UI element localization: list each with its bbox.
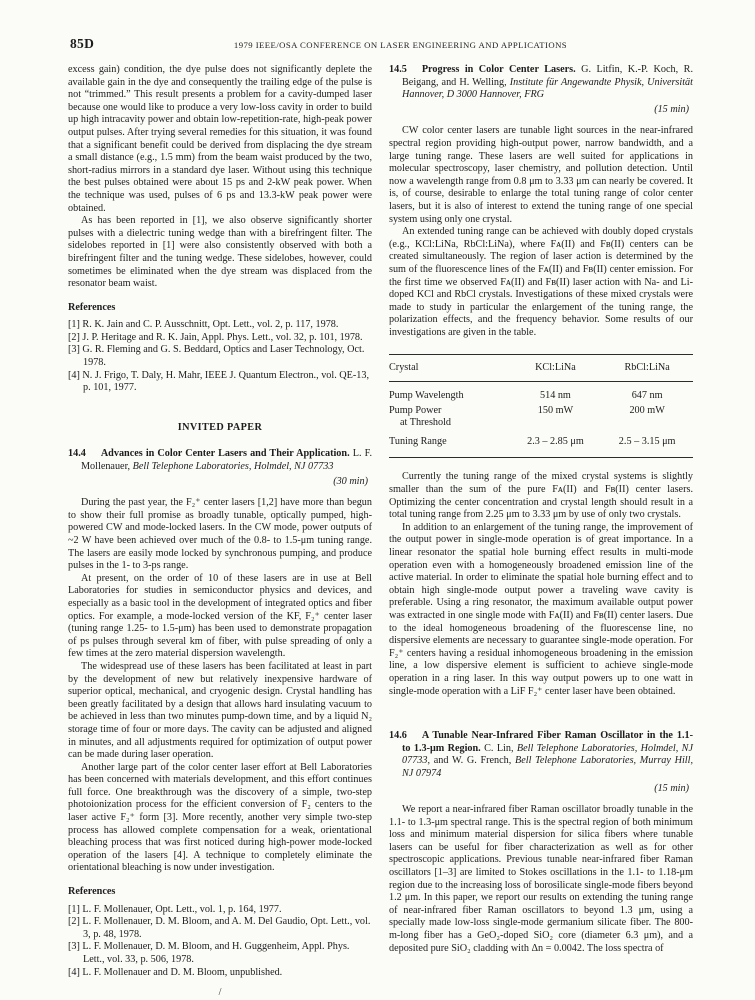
row-label: Pump Power <box>389 404 442 416</box>
cell-value: 200 mW <box>629 404 665 416</box>
paragraph: An extended tuning range can be achieved with doubly doped crystals (e.g., KCl:LiNa, RbCl:LiNa), where Fᴀ(II) and Fʙ(II) centers can be created simultaneously. The region of laser action is determined by the sum of the fluorescence lines of the Fᴀ(II) and Fʙ(II) center emission. For the first time we observed Fᴀ(II) and Fʙ(II) laser action with Na- and Li-doped KCl and RbCl crystals. Investigations of these mixed crystals were made to study in particular the enlargement of the tuning range, the polarization effects, and the frequency behavior. Some results of our investigations are given in the table. <box>389 226 693 338</box>
invited-paper-label: INVITED PAPER <box>177 421 263 433</box>
section-affiliation: Bell Telephone Laboratories, Holmdel, NJ 07733 <box>402 742 693 767</box>
cell-value: 2.5 – 3.15 μm <box>618 435 676 447</box>
column-header: RbCl:LiNa <box>601 355 693 382</box>
duration-label: (15 min) <box>654 782 689 794</box>
section-affiliation: Institute für Angewandte Physik, Universität Hannover, D 3000 Hannover, FRG <box>402 76 693 101</box>
page-header <box>68 36 693 62</box>
references-heading: References <box>68 886 116 898</box>
section-affiliation: Bell Telephone Laboratories, Murray Hill, NJ 07974 <box>402 755 693 779</box>
reference-item: [4] N. J. Frigo, T. Daly, H. Mahr, IEEE J. Quantum Electron., vol. QE-13, p. 101, 1977. <box>68 369 370 394</box>
table-row <box>389 404 693 431</box>
left-column <box>68 64 372 1000</box>
section-title: A Tunable Near-Infrared Fiber Raman Oscillator in the 1.1- to 1.3-μm Region. <box>402 730 693 754</box>
column-header: Crystal <box>389 355 510 382</box>
paragraph: We report a near-infrared fiber Raman oscillator broadly tunable in the 1.1- to 1.3-μm spectral range. This is the spectral region of both minimum loss and minimum material dispersion for silica fibers where tunable lasers can be useful for fiber characterization as well as for other spectroscopic applications. Previous tunable near-infrared fiber Raman oscillators [1–3] are limited to Stokes oscillations in the 1.1- to 1.18-μm region due to the increasing loss of borosilicate single-mode fibers beyond 1.2 μm. In this paper, we report our results on extending the tuning range of near-infrared fiber Raman oscillators to beyond 1.3 μm, using a specially made low-loss single-mode germanium silicate fiber. The 800-m-long fiber has a GeO₂-doped SiO₂ core (diameter 6.3 μm), and a deposited pure SiO₂ cladding with Δn = 0.0042. The loss spectra of <box>389 804 693 954</box>
table-row <box>389 382 693 404</box>
crystal-results-table <box>389 354 693 458</box>
scan-mark: / <box>218 987 222 999</box>
row-sublabel: at Threshold <box>400 417 452 429</box>
section-heading-14-6 <box>389 730 693 780</box>
section-title: Progress in Color Center Lasers. <box>421 64 576 75</box>
reference-item: [1] R. K. Jain and C. P. Ausschnitt, Opt. Lett., vol. 2, p. 117, 1978. <box>68 319 339 331</box>
references-heading: References <box>68 301 116 313</box>
section-authors: , and W. G. French, <box>427 755 516 767</box>
running-title: 1979 IEEE/OSA CONFERENCE ON LASER ENGINEERING AND APPLICATIONS <box>233 40 568 50</box>
reference-item: [1] L. F. Mollenauer, Opt. Lett., vol. 1, p. 164, 1977. <box>68 903 282 915</box>
cell-value: 2.3 – 2.85 μm <box>527 435 584 447</box>
section-authors: C. Lin, <box>480 742 517 754</box>
row-label: Tuning Range <box>389 435 447 447</box>
paragraph: CW color center lasers are tunable light sources in the near-infrared spectral region providing high-output power, narrow bandwidth, and a large tuning range. These lasers are well suited for applications in molecular spectroscopy, laser chemistry, and pollution detection. Until now a wavelength range from 0.8 μm to 3.33 μm can nearly be covered. It is, of course, desirable to enlarge the total tuning range of color center lasers, but it is also of interest to extend the tuning range of one special system using only one crystal. <box>389 125 693 225</box>
reference-item: [2] L. F. Mollenauer, D. M. Bloom, and A. M. Del Gaudio, Opt. Lett., vol. 3, p. 48, 1978. <box>68 916 371 940</box>
section-affiliation: Bell Telephone Laboratories, Holmdel, NJ 07733 <box>132 461 334 473</box>
reference-item: [4] L. F. Mollenauer and D. M. Bloom, unpublished. <box>68 966 283 978</box>
paragraph: As has been reported in [1], we also observe significantly shorter pulses with a dielectric tuning wedge than with a birefringent filter. The sidelobes reported in [1] were also consistently observed with both a birefringent filter and the tuning wedge. These sidelobes, however, could sometimes be eliminated when the dye stream was displaced from the resonator beam waist. <box>68 215 372 290</box>
table-header-row <box>389 355 693 382</box>
paragraph: During the past year, the F₂⁺ center lasers [1,2] have more than begun to show their full promise as broadly tunable, optically pumped, high-powered CW and mode-locked lasers. In the CW mode, power outputs of ~2 W have been achieved over much of the 0.8- to 1.5-μm tuning range. The lasers are easily mode locked by synchronous pumping, and produce pulses in the 1- to 3-ps range. <box>68 497 372 572</box>
duration-label: (15 min) <box>654 103 689 115</box>
cell-value: 647 nm <box>631 390 663 402</box>
section-heading-14-5 <box>389 64 693 102</box>
duration-label: (30 min) <box>333 475 368 487</box>
two-column-layout <box>68 64 693 1000</box>
row-label: Pump Wavelength <box>389 390 464 402</box>
paragraph: Another large part of the color center laser effort at Bell Laboratories has been concerned with materials development, and this effort continues full force. One breakthrough was the discovery of a simple, two-step photoionization process for the efficient conversion of F₂ centers to the laser active F₂⁺ form [3]. More recently, another very simple two-step process has allowed complete compensation for a weak, orientational bleaching process that was first noticed during high-power mode-locked operation of the lasers [4]. A technique to completely eliminate the orientational bleaching is now under investigation. <box>68 761 372 874</box>
column-header: KCl:LiNa <box>510 355 602 382</box>
table-row <box>389 431 693 458</box>
cell-value: 150 mW <box>537 404 574 416</box>
section-number: 14.5 <box>389 64 407 75</box>
page-number: 85D <box>70 36 95 51</box>
reference-item: [3] G. R. Fleming and G. S. Beddard, Optics and Laser Technology, Oct. 1978. <box>68 344 365 369</box>
cell-value: 514 nm <box>540 390 571 402</box>
reference-item: [3] L. F. Mollenauer, D. M. Bloom, and H. Guggenheim, Appl. Phys. Lett., vol. 33, p. 506, 1978. <box>68 941 350 965</box>
section-heading-14-4 <box>68 448 372 473</box>
paragraph: In addition to an enlargement of the tuning range, the improvement of the output power in single-mode operation is of great importance. In a linear resonator the spatial hole burning effect results in multi-mode operation even with a homogeneously broadened emission line of the active material. In order to eliminate the spatial hole burning effect and to obtain high single-mode output power a traveling wave cavity is preferable. Using a ring resonator, the maximum available output power was extracted in one single mode with Fᴀ(II) and Fʙ(II) center lasers. Due to the ideal homogeneous broadening of the fluorescense line, no dispersive elements are necessary to guarantee single-mode operation. For F₂⁺ centers having a residual inhomogeneous broadening in the emission line, a low dispersive element is sufficient to achieve single-mode operation in a ring laser. In this way output powers up to one watt in single-mode operation with a LiF F₂⁺ center laser have been obtained. <box>389 521 693 697</box>
section-number: 14.6 <box>389 730 407 742</box>
paragraph: excess gain) condition, the dye pulse does not significantly deplete the available gain in the dye and consequently the trailing edge of the pulse is not “trimmed.” This result presents a problem for a cavity-dumped laser because one would like to produce a very low-loss cavity in order to build up high intracavity power and obtain low-repetition-rate, high-peak power output pulses. After trying several remedies for this situation, it was found that a significant benefit could be derived from displacing the dye stream a small distance (e.g., 1.5 mm) from the beam waist produced by the two, short-radius mirrors in a standard dye laser. Without using this technique the best pulses obtained were about 15 ps and 2-kW peak power. When the technique was used, pulses of 6 ps and 13.3-kW peak power were obtained. <box>68 64 372 214</box>
right-column <box>389 64 693 1000</box>
paragraph: Currently the tuning range of the mixed crystal systems is slightly smaller than the sum of the pure Fᴀ(II) and Fʙ(II) center lasers. Optimizing the center concentration and crystal length should result in a total tuning range from 2.25 μm to 3.33 μm by use of only two crystals. <box>389 471 693 521</box>
paragraph: At present, on the order of 10 of these lasers are in use at Bell Laboratories for studies in semiconductor physics and devices, and especially as a basic tool in the development of integrated optics and fiber optics. For example, a mode-locked version of the KF, F₂⁺ center laser (tuning range 1.25- to 1.5-μm) has been used to demonstrate propagation of ps pulses through several km of fiber, with pulse spreading of only a few times at the zero material dispersion wavelength. <box>68 572 372 660</box>
section-title: Advances in Color Center Lasers and Their Application. <box>100 448 350 460</box>
paragraph: The widespread use of these lasers has been facilitated at least in part by the development of new but relatively inexpensive hardware of superior optical, mechanical, and cryogenic design. Crystal handling has been greatly facilitated by a design that allows hard insulating vacuum to be achieved in less than two minutes pump-down time, and by a liquid N₂ storage time of four or more days. The cavity can be adjusted and aligned in minutes, and all adjustments required for optimization of output power can be made during laser operation. <box>68 660 372 761</box>
section-authors: L. F. Mollenauer, <box>81 448 372 473</box>
section-authors: G. Litfin, K.-P. Koch, R. Beigang, and H. Welling, <box>402 64 693 88</box>
reference-item: [2] J. P. Heritage and R. K. Jain, Appl. Phys. Lett., vol. 32, p. 101, 1978. <box>68 331 363 343</box>
section-number: 14.4 <box>68 448 86 460</box>
